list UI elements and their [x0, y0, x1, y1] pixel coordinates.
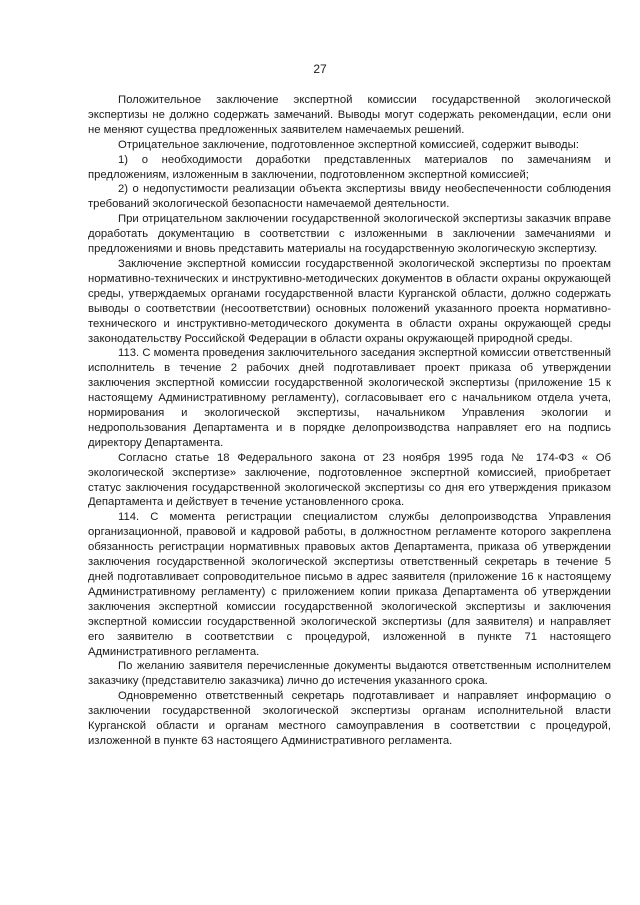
- paragraph-applicant-request: По желанию заявителя перечисленные документы выдаются ответственным исполнителем заказчику (представителю заказчика) лично до истечения указанного срока.: [88, 660, 611, 688]
- document-body: [88, 93, 611, 749]
- paragraph-conclusion-item-2: 2) о недопустимости реализации объекта экспертизы ввиду необеспеченности соблюдения требований экологической безопасности намечаемой деятельности.: [88, 183, 611, 211]
- paragraph-negative-rework: При отрицательном заключении государственной экологической экспертизы заказчик вправе доработать документацию в соответствии с изложенными в заключении замечаниями и предложениями и вновь представить материалы на государственную экологическую экспертизу.: [88, 213, 611, 256]
- paragraph-conclusion-item-1: 1) о необходимости доработки представленных материалов по замечаниям и предложениям, изложенным в заключении, подготовленном экспертной комиссией;: [88, 153, 611, 181]
- paragraph-normative-documents: Заключение экспертной комиссии государственной экологической экспертизы по проектам нормативно-технических и инструктивно-методических документов в области охраны окружающей среды, утверждаемых органами государственной власти Курганской области, должно содержать выводы о соответствии (несоответствии) основных положений указанного проекта нормативно-технического и инструктивно-методического документа в области охраны окружающей среды законодательству Российской Федерации в области охраны окружающей природной среды.: [88, 257, 611, 345]
- paragraph-clause-114: 114. С момента регистрации специалистом службы делопроизводства Управления организационной, правовой и кадровой работы, в должностном регламенте которого закреплена обязанность регистрации нормативных правовых актов Департамента, приказа об утверждении заключения государственной экологической экспертизы ответственный секретарь в течение 5 дней подготавливает сопроводительное письмо в адрес заявителя (приложение 16 к настоящему Административному регламенту) с приложением копии приказа Департамента об утверждении заключения экспертной комиссии государственной экологической экспертизы и заключения экспертной комиссии государственной экологической экспертизы (для заявителя) и направляет его заявителю в соответствии с процедурой, изложенной в пункте 71 настоящего Административного регламента.: [88, 511, 611, 658]
- paragraph-positive-conclusion: Положительное заключение экспертной комиссии государственной экологической экспертизы не должно содержать замечаний. Выводы могут содержать рекомендации, если они не меняют существа предложенных заявителем намечаемых решений.: [88, 94, 611, 136]
- paragraph-clause-113: 113. С момента проведения заключительного заседания экспертной комиссии ответственный исполнитель в течение 2 рабочих дней подготавливает проект приказа об утверждении заключения экспертной комиссии государственной экологической экспертизы (приложение 15 к настоящему Административному регламенту), согласовывает его с начальником отдела учета, нормирования и экологической экспертизы, начальником Управления экологии и недропользования Департамента и в порядке делопроизводства направляет его на подпись директору Департамента.: [88, 347, 611, 449]
- paragraph-negative-conclusion: Отрицательное заключение, подготовленное экспертной комиссией, содержит выводы:: [118, 138, 579, 151]
- paragraph-simultaneous-notice: Одновременно ответственный секретарь подготавливает и направляет информацию о заключении государственной экологической экспертизы органам исполнительной власти Курганской области и органам местного самоуправления в соответствии с процедурой, изложенной в пункте 63 настоящего Административного регламента.: [88, 690, 611, 747]
- paragraph-federal-law: Согласно статье 18 Федерального закона от 23 ноября 1995 года № 174-ФЗ « Об экологической экспертизе» заключение, подготовленное экспертной комиссией, приобретает статус заключения государственной экологической экспертизы со дня его утверждения приказом Департамента и действует в течение установленного срока.: [88, 451, 611, 509]
- page-number: 27: [313, 62, 327, 76]
